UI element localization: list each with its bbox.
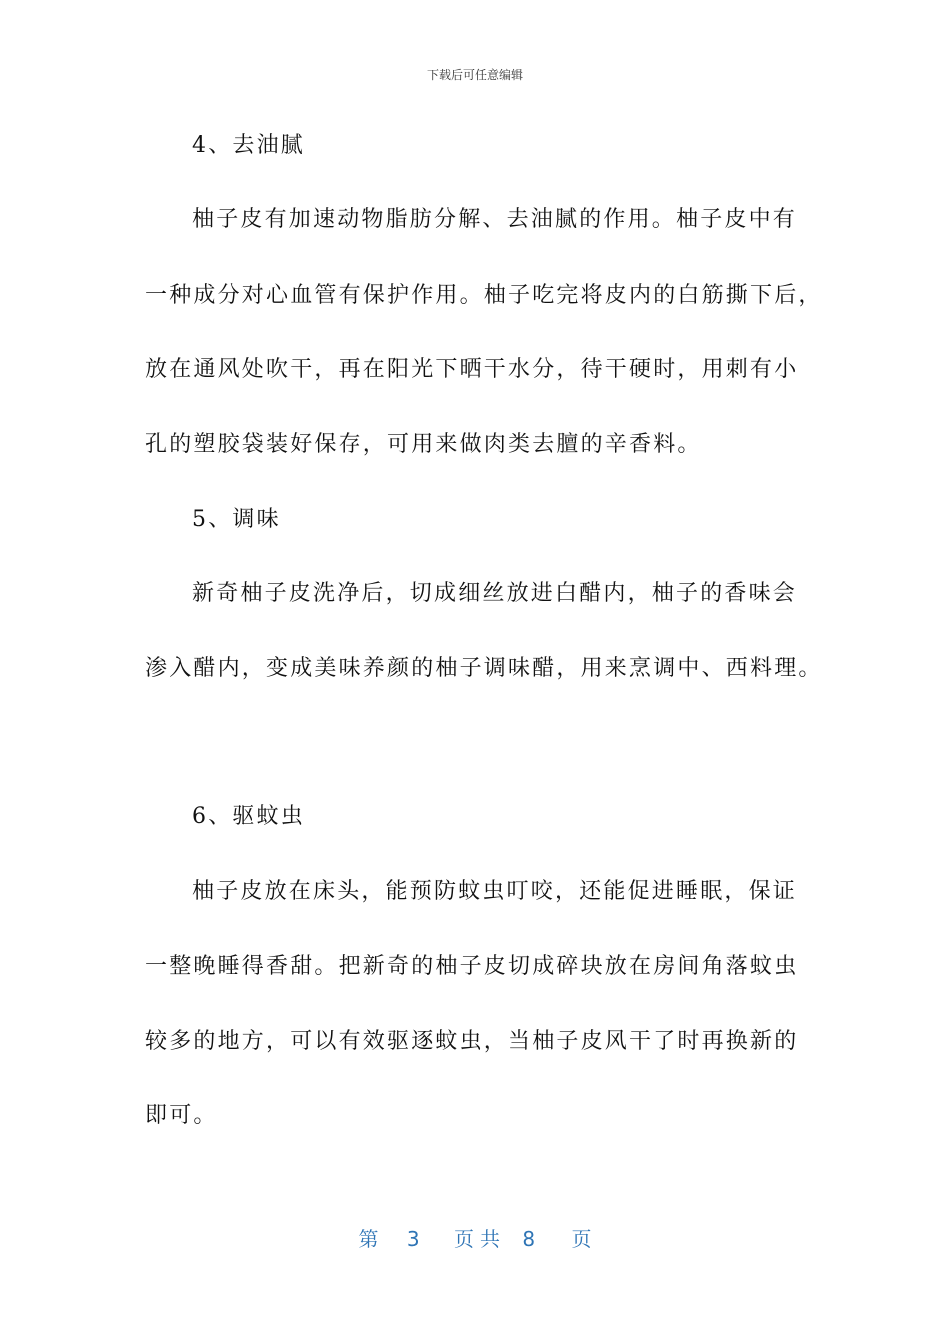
total-page-count: 8 [522,1227,536,1251]
current-page-number: 3 [406,1227,420,1251]
section-heading-4: 4、去油腻 [192,133,305,158]
paragraph-line: 新奇柚子皮洗净后，切成细丝放进白醋内，柚子的香味会 [192,581,798,606]
paragraph-line: 一种成分对心血管有保护作用。柚子吃完将皮内的白筋撕下后， [145,283,823,308]
section-heading-6: 6、驱蚊虫 [192,804,305,829]
page-footer [0,1225,950,1253]
footer-middle: 页共 [454,1227,506,1251]
paragraph-line: 较多的地方，可以有效驱逐蚊虫，当柚子皮风干了时再换新的 [145,1029,799,1054]
paragraph-line: 放在通风处吹干，再在阳光下晒干水分，待干硬时，用刺有小 [145,357,799,382]
paragraph-line: 一整晚睡得香甜。把新奇的柚子皮切成碎块放在房间角落蚊虫 [145,954,799,979]
paragraph-line: 即可。 [145,1103,218,1128]
paragraph-line: 孔的塑胶袋装好保存，可用来做肉类去膻的辛香料。 [145,432,702,457]
section-heading-5: 5、调味 [192,507,281,532]
paragraph-line: 柚子皮有加速动物脂肪分解、去油腻的作用。柚子皮中有 [192,207,798,232]
header-note: 下载后可任意编辑 [426,68,523,82]
footer-suffix: 页 [571,1227,592,1251]
paragraph-line: 柚子皮放在床头，能预防蚊虫叮咬，还能促进睡眠，保证 [192,879,798,904]
footer-prefix: 第 [358,1227,379,1251]
paragraph-line: 渗入醋内，变成美味养颜的柚子调味醋，用来烹调中、西料理。 [145,656,823,681]
